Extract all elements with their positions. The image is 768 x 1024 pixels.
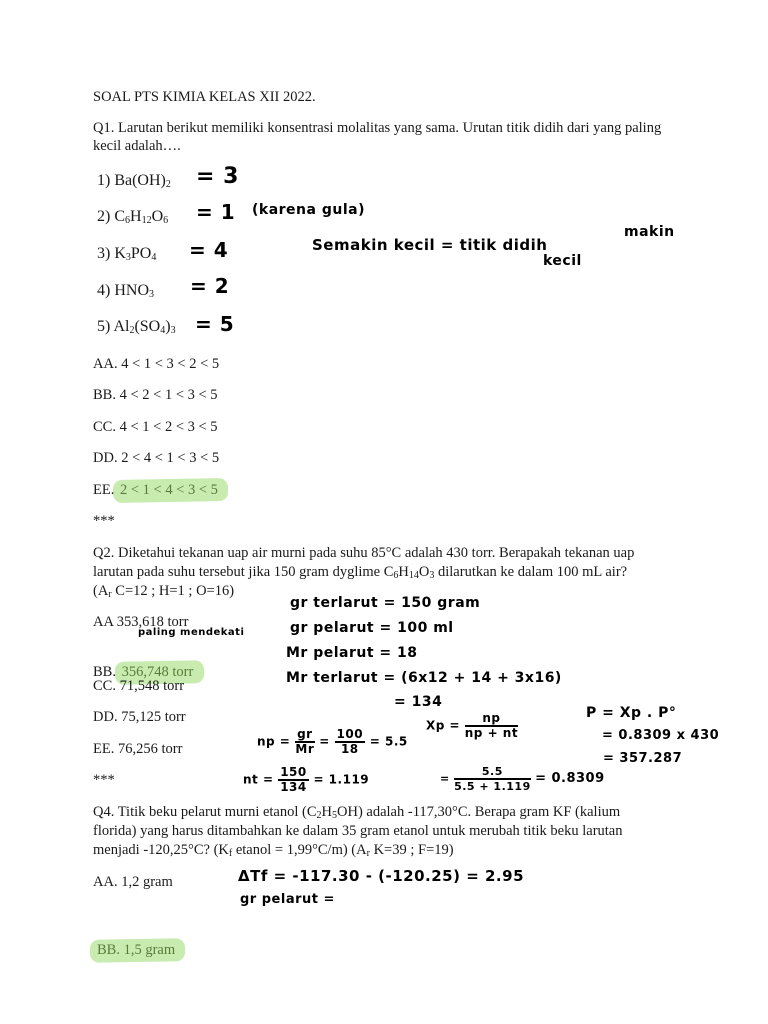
q4-question-line2: florida) yang harus ditambahkan ke dalam 35 gram etanol untuk merubah titik beku larutan: [93, 823, 623, 839]
hw-q1-n2-note: (karena gula): [252, 202, 365, 218]
q2-option-e[interactable]: EE. 76,256 torr: [93, 741, 183, 757]
hw-q1-note1: Semakin kecil = titik didih: [312, 236, 548, 254]
q2-option-b[interactable]: BB. 356,748 torr: [93, 663, 768, 681]
q1-option-a[interactable]: AA. 4 < 1 < 3 < 2 < 5: [93, 356, 220, 372]
q4-option-b-highlight: BB. 1,5 gram: [93, 941, 179, 959]
q1-option-d[interactable]: DD. 2 < 4 < 1 < 3 < 5: [93, 450, 220, 466]
hw-q2-xp-calc: = $\frac{5.5}{5.5 + 1.119}$ = 0.8309: [440, 765, 605, 793]
hw-q1-n2: = 1: [196, 200, 236, 224]
q1-option-e-highlight: 2 < 1 < 4 < 3 < 5: [116, 481, 222, 499]
q2-question-line1: Q2. Diketahui tekanan uap air murni pada suhu 85°C adalah 430 torr. Berapakah tekanan uap: [93, 545, 635, 561]
q1-compound-1: 1) $Ba(OH)_2$: [97, 172, 171, 190]
hw-q1-n1: = 3: [196, 164, 239, 189]
q2-option-d[interactable]: DD. 75,125 torr: [93, 709, 186, 725]
hw-q1-note3: kecil: [543, 253, 582, 269]
q4-option-a[interactable]: AA. 1,2 gram: [93, 874, 173, 890]
q2-question-line3: ($A_r$ C=12 ; H=1 ; O=16): [93, 583, 235, 600]
hw-q1-n3: = 4: [189, 238, 229, 262]
q1-option-b[interactable]: BB. 4 < 2 < 1 < 3 < 5: [93, 387, 218, 403]
q1-option-e[interactable]: EE. 2 < 1 < 4 < 3 < 5: [93, 481, 768, 499]
hw-q2-xp: Xp = $\frac{np}{np + nt}$: [426, 711, 519, 740]
q1-compound-5: 5) $Al_2(SO_4)_3$: [97, 318, 176, 336]
q2-option-a[interactable]: AA 353,618 torr: [93, 614, 189, 630]
hw-q4-w1: ΔTf = -117.30 - (-120.25) = 2.95: [238, 867, 524, 885]
hw-q2-w3: Mr pelarut = 18: [286, 645, 418, 661]
q4-question-line3: menjadi -120,25°C? ($K_f$ etanol = 1,99°C/m) ($A_r$ K=39 ; F=19): [93, 842, 454, 859]
hw-q2-nt: nt = $\frac{150}{134}$ = 1.119: [243, 765, 370, 794]
hw-q1-n4: = 2: [190, 274, 230, 298]
hw-q2-p-line3: = 357.287: [603, 751, 683, 766]
hw-q1-n5: = 5: [195, 312, 235, 336]
q2-question-line2: larutan pada suhu tersebut jika 150 gram dyglime $C_6H_{14}O_3$ dilarutkan ke dalam 100 mL air?: [93, 564, 628, 581]
q2-option-b-highlight: 356,748 torr: [118, 663, 198, 681]
q2-option-c[interactable]: CC. 71,548 torr: [93, 678, 185, 694]
q1-option-c[interactable]: CC. 4 < 1 < 2 < 3 < 5: [93, 419, 218, 435]
hw-q1-note2: makin: [624, 224, 675, 240]
q4-option-b[interactable]: [93, 941, 768, 959]
q1-compound-2: 2) $C_6H_{12}O_6$: [97, 208, 169, 226]
q4-question-line1: Q4. Titik beku pelarut murni etanol $(C_2H_5OH)$ adalah -117,30°C. Berapa gram KF (kalium: [93, 804, 621, 821]
document-title: SOAL PTS KIMIA KELAS XII 2022.: [93, 89, 316, 105]
q1-compound-3: 3) $K_3PO_4$: [97, 245, 157, 263]
q2-separator: ***: [93, 772, 115, 788]
hw-q4-w2: gr pelarut =: [240, 892, 335, 907]
q1-compound-4: 4) $HNO_3$: [97, 282, 154, 300]
hw-q2-w2: gr pelarut = 100 ml: [290, 620, 454, 636]
q1-separator: ***: [93, 513, 115, 529]
hw-q2-p-line1: P = Xp . P°: [586, 705, 677, 721]
hw-q2-w4: Mr terlarut = (6x12 + 14 + 3x16): [286, 670, 562, 686]
q1-question: Q1. Larutan berikut memiliki konsentrasi molalitas yang sama. Urutan titik didih dari yang paling kecil adalah….: [93, 120, 662, 154]
hw-q2-p-line2: = 0.8309 x 430: [602, 728, 720, 743]
hw-q2-w1: gr terlarut = 150 gram: [290, 595, 481, 611]
hw-q2-w5: = 134: [394, 694, 443, 710]
hw-q2-under-a: paling mendekati: [138, 627, 245, 638]
hw-q2-np: np = $\frac{gr}{Mr}$ = $\frac{100}{18}$ = 5.5: [257, 727, 408, 756]
